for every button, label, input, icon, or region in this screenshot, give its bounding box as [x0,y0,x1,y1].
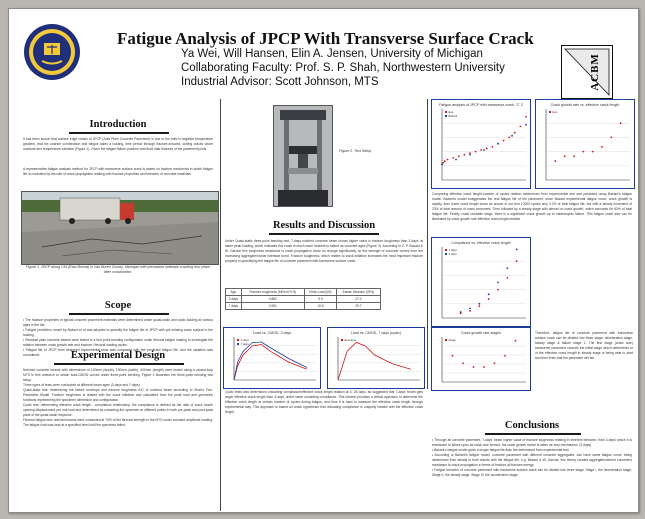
chart-data-point [488,293,490,295]
chart-data-point [469,310,471,312]
introduction-paragraph-2: A representative fatigue analysis method for JPCP with transverse surface crack is based on fracture mechanics in which fatigue life is controlled by the rate of crack propagation relating with fracture properties and behavior of concrete materials. [23,167,213,176]
chart-data-point [455,159,457,161]
chart-legend-label: Exp. [552,110,559,114]
conclusions-heading: Conclusions [504,420,560,431]
table-cell: 0.882 [241,296,304,303]
chart-legend-label: 7 days [240,342,249,346]
scope-list: • The fracture properties of typical concrete pavement materials were determined under quasi-static and cyclic loading at various ages in the lab. • Fatigue prediction model by Bažant et al was adopted to quantify the fatigue life of JPCP with pre-existing crack subject to the loading. • Residual plain concrete beams were tested in a four-point bending configuration under flexural fatigue loading to investigate the relation between crack growth rate and fracture / flexural loading cycles. • Fatigue life of JPCP from designed experimental tests was compared with the predicted fatigue life, and the variation was considered. [23,318,213,357]
table-cell: 7 days [226,303,242,310]
chart-series-line [338,342,411,380]
chart-data-point [516,260,518,262]
chart-data-point [525,116,527,118]
table-header-cell: Age [226,289,242,296]
acbm-logo-text: ACBM [588,53,601,91]
column-divider-left [220,99,221,511]
poster [8,8,639,513]
chart-legend-swatch [237,339,239,341]
crack-growth-rate-chart [535,99,635,189]
chart-data-point [473,366,475,368]
chart-legend-swatch [445,249,447,251]
table-header-cell: Fracture toughness (MPa·m^0.5) [241,289,304,296]
chart-data-point [506,277,508,279]
industrial-advisor-line: Industrial Advisor: Scott Johnson, MTS [181,76,379,88]
column-divider-right [427,99,428,389]
chart-legend-label: Stage [448,338,456,342]
figure-2-caption: Figure 2. Test Setup [339,149,372,153]
chart-data-point [494,362,496,364]
cyclic-load-cmod-chart [327,327,425,389]
chart-data-point [497,282,499,284]
chart-data-point [483,149,485,151]
scope-underline [69,313,169,315]
chart-data-point [483,366,485,368]
chart-legend-swatch [445,111,447,113]
figure-1-caption: Figure 1. JPCP along I-94 (East Bound) in Van Buren County, Michigan with premature sidewalk cracking four years after construction. [25,265,211,274]
chart-data-point [458,155,460,157]
chart-data-point [503,140,505,142]
results-right-paragraph-1: Comparing effective crack length-number of cycles relation determined from experimental test and predicted using Bažant's fatigue model. Bažant's model exaggerates the real fatigue life of the pavement, since Bazant experimental fatigue curve, crack growth is rapidly, then lower crack length slows as shown in our test 10000 cycles only 3.2% of total fatigue life, but with a steady increment of 23% of total amount of crack increment. Then followed by a steady stage with almost no crack growth, which accounts for 63% of total fatigue life. Finally, crack unstable stage, there is a significant crack growth up to catastrophic failure. This fatigue crack size can be illustrated by crack growth rate effective crack length relation. [432,192,632,221]
chart-data-point [469,154,471,156]
chart-title: Compliance vs. effective crack length [451,241,511,245]
table-cell: 3 days [226,296,242,303]
chart-data-point [573,155,575,157]
acbm-logo [561,45,613,99]
chart-data-point [480,149,482,151]
chart-data-point [469,308,471,310]
authors-line: Ya Wei, Will Hansen, Elin A. Jensen, University of Michigan [181,48,483,60]
chart-legend-swatch [445,253,447,255]
chart-data-point [610,137,612,139]
table-header-cell: Peak Load (kN) [304,289,336,296]
chart-data-point [497,143,499,145]
university-seal-logo [23,23,81,81]
figure-1-highway-photo [21,191,219,265]
chart-title: Fatigue analysis of JPCP with transverse crack, 'C' 2 [439,103,523,107]
chart-legend-label: 7 days [448,248,457,252]
results-paragraph-2: Cyclic tests was determined unloading compliance/effective crack length relation at 3, 28 days, as suggested that 7-days' beam gets larger effective crack length than 3-days' under same unloading compliance. This relation provides a critical approach to determine the effective crack length at certain number of cycles during fatigue, and thus it is hard to measure the effective crack length through experimental way. This approach is based on crack hypothesis that unloading compliance is uniquely related with the effective crack length. [225,390,423,414]
chart-legend-label: 3 days [448,252,457,256]
crack-length-cycles-chart [431,99,531,189]
chart-data-point [554,160,556,162]
chart-data-point [488,298,490,300]
chart-data-point [592,151,594,153]
crack-growth-stages-chart [431,327,531,391]
chart-data-point [492,146,494,148]
chart-data-point [486,148,488,150]
chart-data-point [620,122,622,124]
chart-data-point [462,362,464,364]
table-cell: 27.0 [336,296,380,303]
results-underline [269,233,379,235]
conclusions-list: • Through all concrete pavement, 7-days' beam higher value of fracture toughness relating in inherent behavior, than 3-days' which it is resistance to failure upon as crack size formed, the crack growth model is taken as very mechanism. (3 days) • Bažant's fatigue model gives a longer fatigue life than the determined from experimental test. • According to Bažant's fatigue model, concrete pavement with different concrete aggregates, can have same fatigue curve, being determined from steady in both results with the fatigue life, e.g. Bazant & W. Garniar, this theory creates aggregate/cement concrete's resistance to crack propagation in terms of fracture all fracture energy. • Fatigue behavior of concrete pavement with transverse surface crack can be divided into three stage: Stage I, the deceleration stage, Stage II, the steady stage, Stage III, the acceleration stage. [432,438,632,477]
chart-data-point [444,160,446,162]
chart-data-point [464,154,466,156]
load-cmod-chart [223,327,321,389]
chart-legend-swatch [549,111,551,113]
experimental-design-text: Notched concrete beams with dimensions of 100mm (depth), 100mm (width), 400mm (length) were tested using a closed-loop MTS in this research to obtain load-CMOD curves under three-point bending. Figure 2 illustrates the three-point bending test setup. Three types of tests were conducted at different beam ages (3 days and 7 days). Quasi-static test: determining the failure envelope and fracture toughness KIC of notched beam according to Shah's Two-Parameter Model. Fracture toughness is related with the crack initiation and calculated from the peak load and geometric functions representing the specimen dimension and configuration. Cyclic test: determining effective crack length - compliance relationship; the compliance is defined as the ratio of crack mouth opening displacement per unit load and determined by unloading the specimen at different points in both pre-peak and post-peak parts of the quasi-static response. Flexural fatigue test: notched beams were conducted at 70% of the flexural strength in the MTS under constant amplitude loading. The fatigue load was kept at a specified level until the specimen failed. [23,368,213,427]
chart-legend-swatch [445,115,447,117]
chart-legend-swatch [237,343,239,345]
chart-data-point [475,151,477,153]
scope-heading: Scope [104,300,132,311]
compliance-crack-length-chart [431,237,531,327]
table-row [226,303,381,310]
chart-data-point [525,124,527,126]
introduction-underline [69,132,169,134]
chart-data-point [564,155,566,157]
table-cell: 29.7 [336,303,380,310]
chart-data-point [460,311,462,313]
chart-data-point [508,137,510,139]
chart-legend-swatch [445,339,447,341]
table-cell: 9.9 [304,296,336,303]
table-cell: 0.951 [241,303,304,310]
figure-2-test-setup-photo [273,105,333,207]
chart-data-point [441,163,443,165]
chart-data-point [582,151,584,153]
chart-data-point [452,157,454,159]
chart-data-point [504,355,506,357]
chart-legend-label: Bažant [448,114,458,118]
chart-legend-label: 3 days [240,338,249,342]
chart-data-point [515,340,517,342]
chart-data-point [601,146,603,148]
chart-data-point [520,125,522,127]
chart-title: Crack growth rate vs. effective crack length [550,103,620,107]
chart-legend-label: Exp. [448,110,455,114]
table-row [226,296,381,303]
chart-data-point [469,152,471,154]
chart-legend-label: Envelope [344,338,357,342]
results-right-paragraph-2: Therefore, fatigue life of concrete pavement with transverse surface crack can be divided into three stage: deceleration stage, steady stage & failure stage 1. The first stage (crack size) transverse pavement controls the initial stage which determines or of the effective crack length in steady stage is being able to start and then ends that the pavement will fail. [535,331,633,360]
chart-data-point [506,267,508,269]
collaborating-faculty-line: Collaborating Faculty: Prof. S. P. Shah, Northwestern University [181,62,505,74]
results-heading: Results and Discussion [272,220,376,231]
experimental-design-heading: Experimental Design [70,350,166,361]
table-header-cell: Elastic Modulus (GPa) [336,289,380,296]
chart-data-point [511,135,513,137]
chart-series-line [234,342,307,380]
chart-data-point [514,132,516,134]
chart-data-point [452,355,454,357]
chart-data-point [478,303,480,305]
chart-title: Load vs. CMOD, 3 days [252,331,292,335]
introduction-heading: Introduction [89,119,147,130]
chart-data-point [447,159,449,161]
chart-title: Load vs. CMOD, 7 days (cyclic) [350,331,402,335]
introduction-paragraph-1: It has been known that surface edge cracks of JPCP (Joint Plain Concrete Pavement) is due to the built-in negative temperature gradient, that the coarser combination and fatigue takes a loading, time period through fracture-induced, curling cracks under moisture and temperature variation (Figure 1). Given the fatigue failure problem with thick slab features of the pavement joints. [23,137,213,151]
table-cell: 10.6 [304,303,336,310]
chart-data-point [516,248,518,250]
chart-title: Crack growth rate stages [461,331,501,335]
results-paragraph-1: Under Quasi-static three-point bending test, 7-days notched concrete beam shows higher value in fracture toughness than 3-days' at same peak loading, which indicates this crack is much more resilient to failure as concrete ages (Figure 3). According to Z. P. Bazant & W. Garniar this toughness resistance is crack propagation show no change significantly, so the strength of concrete comes from the increasing aggregate/mortar interface bond. Fracture toughness, which relates to crack initiation increases the most important fracture property in quantifying the fatigue life of concrete pavement with transverse surface crack. [225,239,423,263]
poster-title: Fatigue Analysis of JPCP With Transverse Surface Crack [117,29,534,48]
chart-data-point [497,289,499,291]
chart-data-point [443,162,445,164]
fracture-properties-table [225,288,381,326]
experimental-design-underline [54,363,184,365]
chart-legend-swatch [341,339,343,341]
conclusions-underline [485,433,581,435]
chart-data-point [478,305,480,307]
